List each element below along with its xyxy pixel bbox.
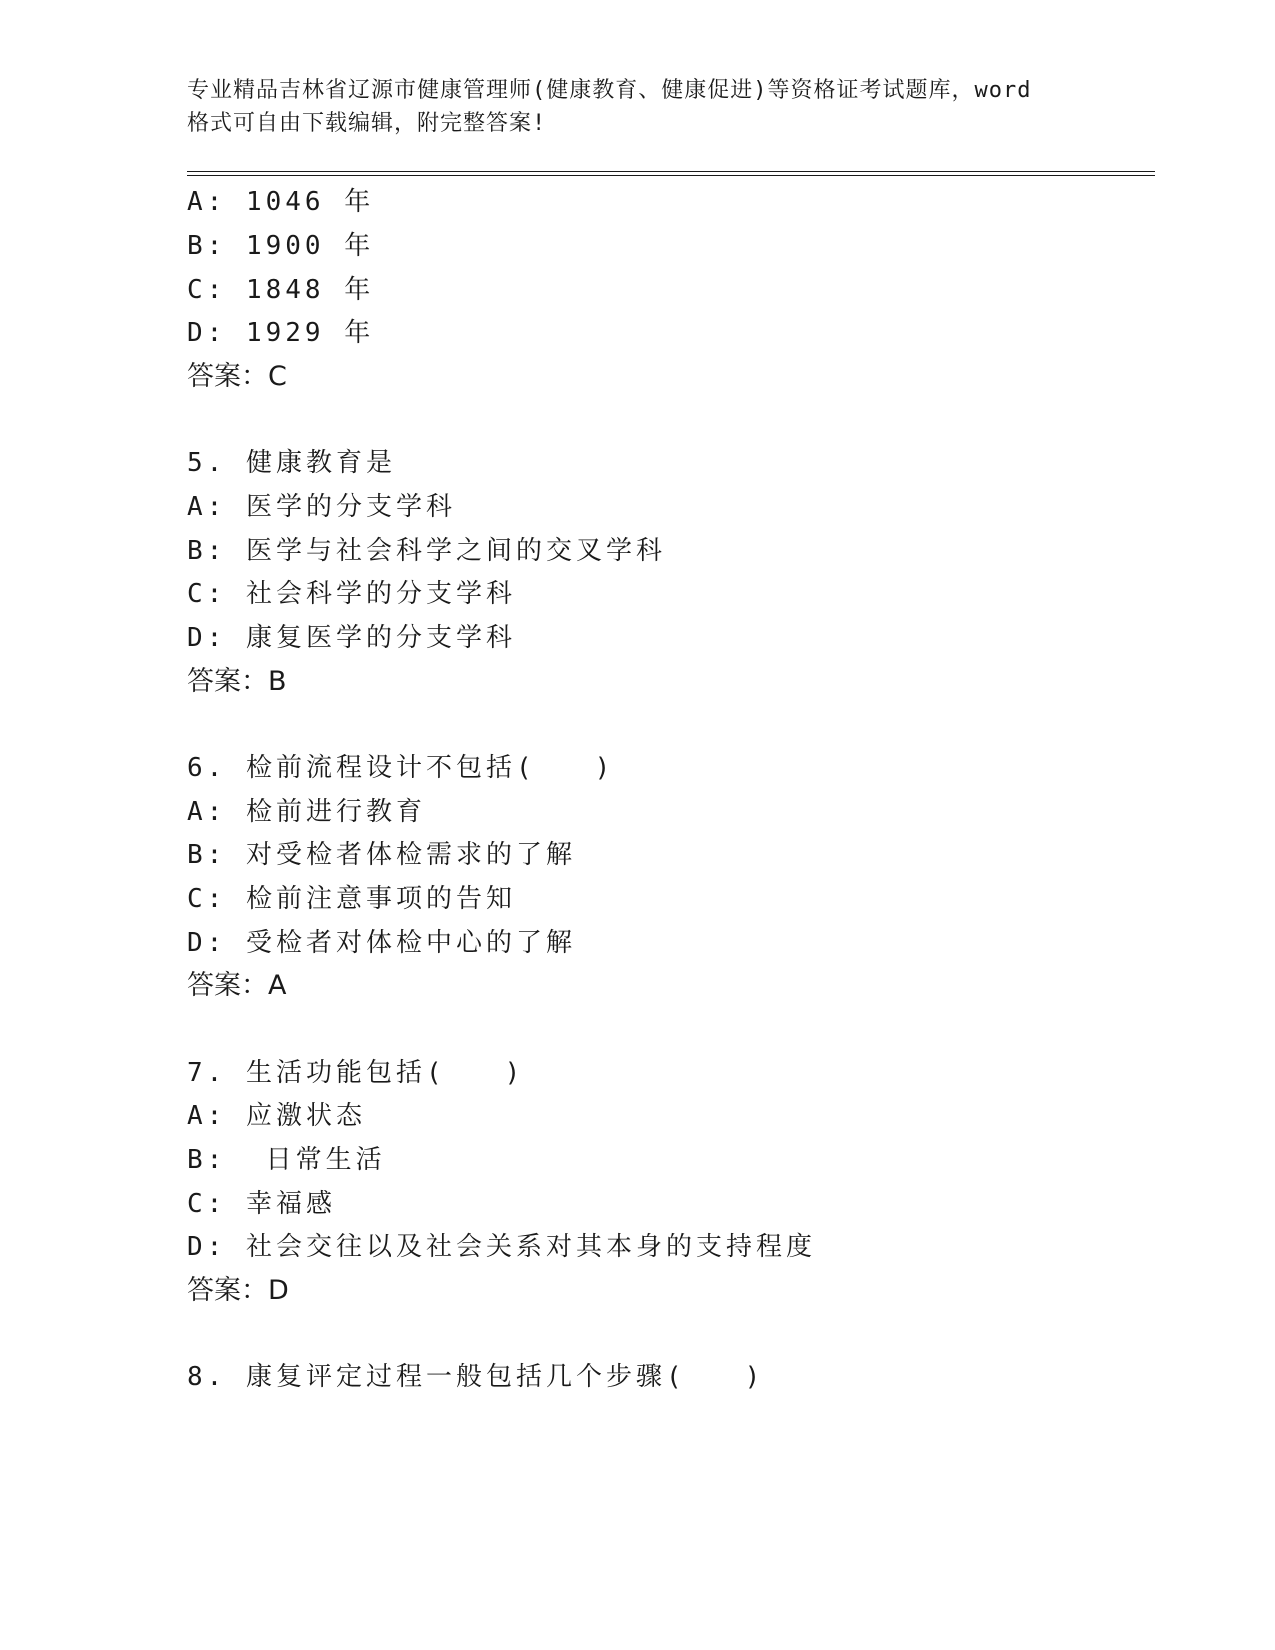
q6-answer: 答案：A <box>187 970 287 1001</box>
header-line-2: 格式可自由下载编辑，附完整答案! <box>187 111 547 136</box>
q7-stem: 7. 生活功能包括( ) <box>187 1058 525 1088</box>
q7-option-a: A: 应激状态 <box>187 1101 366 1131</box>
q7-option-d: D: 社会交往以及社会关系对其本身的支持程度 <box>187 1232 816 1262</box>
header-divider-bottom <box>187 175 1155 176</box>
q5-option-d: D: 康复医学的分支学科 <box>187 623 516 653</box>
q5-answer: 答案：B <box>187 666 287 697</box>
q7-answer: 答案：D <box>187 1275 289 1306</box>
q6-option-d: D: 受检者对体检中心的了解 <box>187 928 576 958</box>
q4-answer: 答案：C <box>187 361 287 392</box>
q6-option-a: A: 检前进行教育 <box>187 797 426 827</box>
q4-option-b: B: 1900 年 <box>187 231 375 261</box>
document-header <box>187 74 1087 140</box>
q6-option-b: B: 对受检者体检需求的了解 <box>187 840 576 870</box>
q7-option-c: C: 幸福感 <box>187 1189 336 1219</box>
q5-option-a: A: 医学的分支学科 <box>187 492 456 522</box>
header-divider-top <box>187 171 1155 172</box>
q7-option-b: B: 日常生活 <box>187 1145 386 1175</box>
q5-stem: 5. 健康教育是 <box>187 448 396 478</box>
q4-option-c: C: 1848 年 <box>187 275 375 305</box>
q4-option-a: A: 1046 年 <box>187 187 375 217</box>
header-line-1: 专业精品吉林省辽源市健康管理师(健康教育、健康促进)等资格证考试题库，word <box>187 78 1032 103</box>
q5-option-b: B: 医学与社会科学之间的交叉学科 <box>187 536 666 566</box>
q5-option-c: C: 社会科学的分支学科 <box>187 579 516 609</box>
q8-stem: 8. 康复评定过程一般包括几个步骤( ) <box>187 1362 765 1392</box>
q4-option-d: D: 1929 年 <box>187 318 375 348</box>
q6-option-c: C: 检前注意事项的告知 <box>187 884 516 914</box>
q6-stem: 6. 检前流程设计不包括( ) <box>187 753 615 783</box>
